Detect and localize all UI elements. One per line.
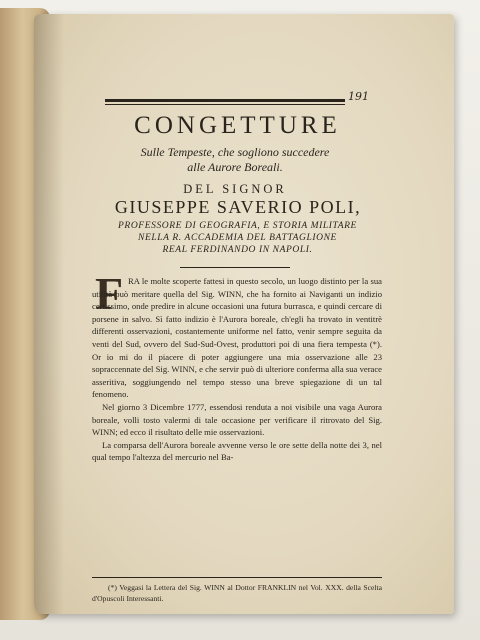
- page-number: 191: [348, 90, 369, 103]
- footnote-text: (*) Veggasi la Lettera del Sig. WINN al Dottor FRANKLIN nel Vol. XXX. della Scelta d'Opuscoli Interessanti.: [92, 583, 382, 603]
- drop-cap: F: [94, 268, 124, 319]
- footnote: [92, 582, 382, 604]
- body-text: [92, 275, 382, 464]
- paragraph: La comparsa dell'Aurora boreale avvenne verso le ore sette della notte dei 3, nel qual tempo l'altezza del mercurio nel Ba-: [92, 439, 382, 463]
- paragraph: Nel giorno 3 Dicembre 1777, essendosi renduta a noi visibile una vaga Aurora boreale, volli tosto valermi di tale occasione per verificare il ritrovato del Sig. WINN; ed ecco il risultato delle mie osservazioni.: [92, 401, 382, 438]
- article-title: CONGETTURE: [134, 112, 341, 139]
- subtitle-line: alle Aurore Boreali.: [187, 160, 283, 174]
- spine-shadow: [34, 14, 64, 614]
- affiliation-line: PROFESSORE DI GEOGRAFIA, E STORIA MILITARE: [118, 221, 357, 231]
- affiliation-line: NELLA R. ACCADEMIA DEL BATTAGLIONE: [138, 233, 337, 243]
- section-rule: [180, 267, 290, 268]
- footnote-rule: [92, 577, 382, 578]
- affiliation-line: REAL FERDINANDO IN NAPOLI.: [162, 245, 313, 255]
- article-subtitle: [110, 145, 360, 175]
- author-affiliation: [105, 220, 370, 256]
- paragraph: RA le molte scoperte fattesi in questo secolo, un luogo distinto per la sua utilità può meritare quella del Sig. WINN, che ha fornito ai Naviganti un indizio certissimo, onde predire in alcune occasioni una futura burrasca, e quindi cercare di porsene in salvo. Sì fatto indizio è l'Aurora boreale, ch'egli ha trovato in ventitrè differenti osservazioni, costantemente uniforme nel fatto, venir sempre seguita da venti del Sud, ovvero del Sud-Sud-Ovest, produttori poi di una fiera tempesta (*). Or io mi do il piacere di poter aggiungere una mia osservazione alle 23 sopraccennate del Sig. WINN, e che servir può di ulteriore conferma alla sua verace asseritiva, soggiungendo nel tempo stesso una breve spiegazione di un tal fenomeno.: [92, 276, 382, 400]
- header-rule: [105, 99, 345, 102]
- subtitle-line: Sulle Tempeste, che sogliono succedere: [140, 145, 330, 159]
- byline: DEL SIGNOR: [183, 182, 287, 196]
- author-name: GIUSEPPE SAVERIO POLI,: [114, 197, 362, 217]
- header-rule-thin: [105, 104, 345, 105]
